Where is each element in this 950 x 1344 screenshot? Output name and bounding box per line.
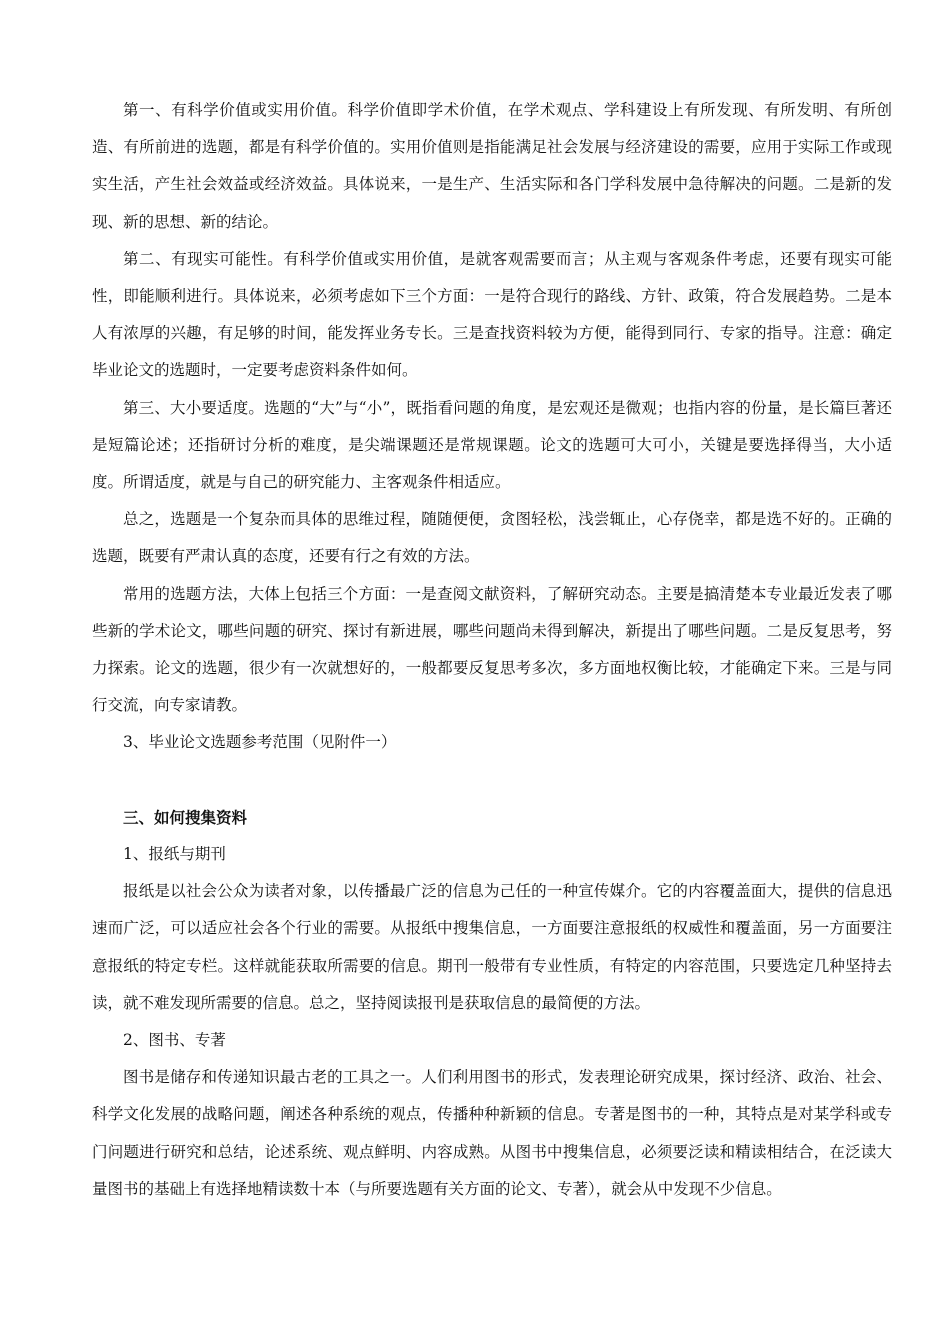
paragraph-feasibility-criterion: 第二、有现实可能性。有科学价值或实用价值，是就客观需要而言；从主观与客观条件考虑，还要有现实可能性，即能顺利进行。具体说来，必须考虑如下三个方面：一是符合现行的路线、方针、政策，符合发展趋势。二是本人有浓厚的兴趣，有足够的时间，能发挥业务专长。三是查找资料较为方便，能得到同行、专家的指导。注意：确定毕业论文的选题时，一定要考虑资料条件如何。 [92,249,892,380]
blank-line [92,762,892,799]
paragraph-value-criterion: 第一、有科学价值或实用价值。科学价值即学术价值，在学术观点、学科建设上有所发现、有所发明、有所创造、有所前进的选题，都是有科学价值的。实用价值则是指能满足社会发展与经济建设的需要，应用于实际工作或现实生活，产生社会效益或经济效益。具体说来，一是生产、生活实际和各门学科发展中急待解决的问题。二是新的发现、新的思想、新的结论。 [92,101,892,231]
subsection-heading-books: 2、图书、专著 [123,1031,226,1050]
paragraph-scope-criterion: 第三、大小要适度。选题的“大”与“小”，既指看问题的角度，是宏观还是微观；也指内容的份量，是长篇巨著还是短篇论述；还指研讨分析的难度，是尖端课题还是常规课题。论文的选题可大可小，关键是要选择得当，大小适度。所谓适度，就是与自己的研究能力、主客观条件相适应。 [92,398,892,492]
paragraph-topic-methods: 常用的选题方法，大体上包括三个方面：一是查阅文献资料，了解研究动态。主要是搞清楚本专业最近发表了哪些新的学术论文，哪些问题的研究、探讨有新进展，哪些问题尚未得到解决，新提出了哪些问题。二是反复思考，努力探索。论文的选题，很少有一次就想好的，一般都要反复思考多次，多方面地权衡比较，才能确定下来。三是与同行交流，向专家请教。 [92,584,892,715]
paragraph-books: 图书是储存和传递知识最古老的工具之一。人们利用图书的形式，发表理论研究成果，探讨经济、政治、社会、科学文化发展的战略问题，阐述各种系统的观点，传播种种新颖的信息。专著是图书的一种，其特点是对某学科或专门问题进行研究和总结，论述系统、观点鲜明、内容成熟。从图书中搜集信息，必须要泛读和精读相结合，在泛读大量图书的基础上有选择地精读数十本（与所要选题有关方面的论文、专著），就会从中发现不少信息。 [92,1068,892,1198]
paragraph-summary: 总之，选题是一个复杂而具体的思维过程，随随便便，贪图轻松，浅尝辄止，心存侥幸，都是选不好的。正确的选题，既要有严肃认真的态度，还要有行之有效的方法。 [92,510,892,566]
subsection-heading-newspapers: 1、报纸与期刊 [123,845,226,864]
paragraph-newspapers: 报纸是以社会公众为读者对象，以传播最广泛的信息为己任的一种宣传媒介。它的内容覆盖面大，提供的信息迅速而广泛，可以适应社会各个行业的需要。从报纸中搜集信息，一方面要注意报纸的权威性和覆盖面，另一方面要注意报纸的特定专栏。这样就能获取所需要的信息。期刊一般带有专业性质，有特定的内容范围，只要选定几种坚持去读，就不难发现所需要的信息。总之，坚持阅读报刊是获取信息的最简便的方法。 [92,882,892,1012]
paragraph-topic-reference: 3、毕业论文选题参考范围（见附件一） [123,733,397,752]
document-body [92,92,892,1208]
section-heading: 三、如何搜集资料 [123,807,248,827]
